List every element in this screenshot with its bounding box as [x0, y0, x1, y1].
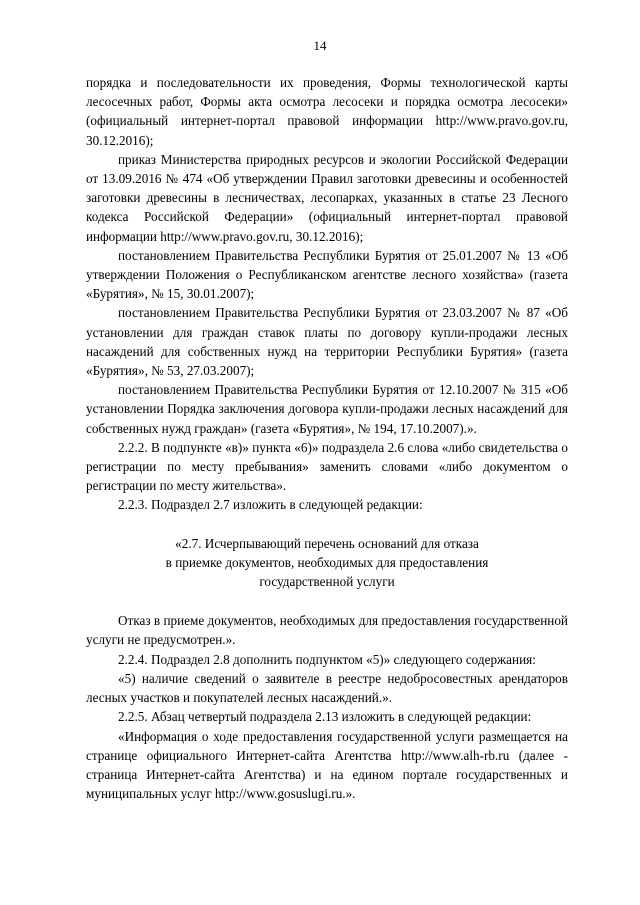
paragraph: постановлением Правительства Республики Бурятия от 25.01.2007 № 13 «Об утверждении Положения о Республиканском агентстве лесного хозяйства» (газета «Бурятия», № 15, 30.01.2007);: [86, 247, 568, 302]
paragraph: порядка и последовательности их проведения, Формы технологической карты лесосечных работ, Формы акта осмотра лесосеки и порядка осмотра лесосеки» (официальный интернет-портал правовой информации http://www.pravo.gov.ru, 30.12.2016);: [86, 75, 568, 148]
paragraph: «Информация о ходе предоставления государственной услуги размещается на странице официального Интернет-сайта Агентства http://www.alh-rb.ru (далее - страница Интернет-сайта Агентства) и на едином портале государственных и муниципальных услуг http://www.gosuslugi.ru.».: [86, 728, 568, 802]
heading-line: государственной услуги: [259, 574, 395, 590]
paragraphs-top: [86, 73, 568, 515]
paragraph: 2.2.4. Подраздел 2.8 дополнить подпунктом «5)» следующего содержания:: [118, 651, 536, 667]
paragraph: приказ Министерства природных ресурсов и экологии Российской Федерации от 13.09.2016 № 474 «Об утверждении Правил заготовки древесины и особенностей заготовки древесины в лесничествах, лесопарках, указанных в статье 23 Лесного кодекса Российской Федерации» (официальный интернет-портал правовой информации http://www.pravo.gov.ru, 30.12.2016);: [86, 151, 568, 244]
document-body: [86, 73, 568, 803]
paragraph: «5) наличие сведений о заявителе в реестре недобросовестных арендаторов лесных участков и покупателей лесных насаждений.».: [86, 670, 568, 706]
paragraphs-bottom: [86, 611, 568, 803]
page-number: 14: [313, 38, 327, 53]
paragraph: постановлением Правительства Республики Бурятия от 23.03.2007 № 87 «Об установлении для граждан ставок платы по договору купли-продажи лесных насаждений для собственных нужд на территории Республики Бурятия» (газета «Бурятия», № 53, 27.03.2007);: [86, 305, 568, 379]
heading-line: «2.7. Исчерпывающий перечень оснований для отказа: [175, 535, 479, 551]
heading-line: в приемке документов, необходимых для предоставления: [165, 554, 489, 570]
paragraph: 2.2.3. Подраздел 2.7 изложить в следующей редакции:: [118, 497, 423, 513]
section-heading: [86, 534, 568, 592]
paragraph: Отказ в приеме документов, необходимых для предоставления государственной услуги не предусмотрен.».: [86, 613, 568, 648]
paragraph: 2.2.5. Абзац четвертый подраздела 2.13 изложить в следующей редакции:: [118, 709, 532, 725]
paragraph: постановлением Правительства Республики Бурятия от 12.10.2007 № 315 «Об установлении Порядка заключения договора купли-продажи лесных насаждений для собственных нужд граждан» (газета «Бурятия», № 194, 17.10.2007).».: [86, 382, 568, 436]
paragraph: 2.2.2. В подпункте «в)» пункта «6)» подраздела 2.6 слова «либо свидетельства о регистрации по месту пребывания» заменить словами «либо документом о регистрации по месту жительства».: [86, 439, 568, 494]
